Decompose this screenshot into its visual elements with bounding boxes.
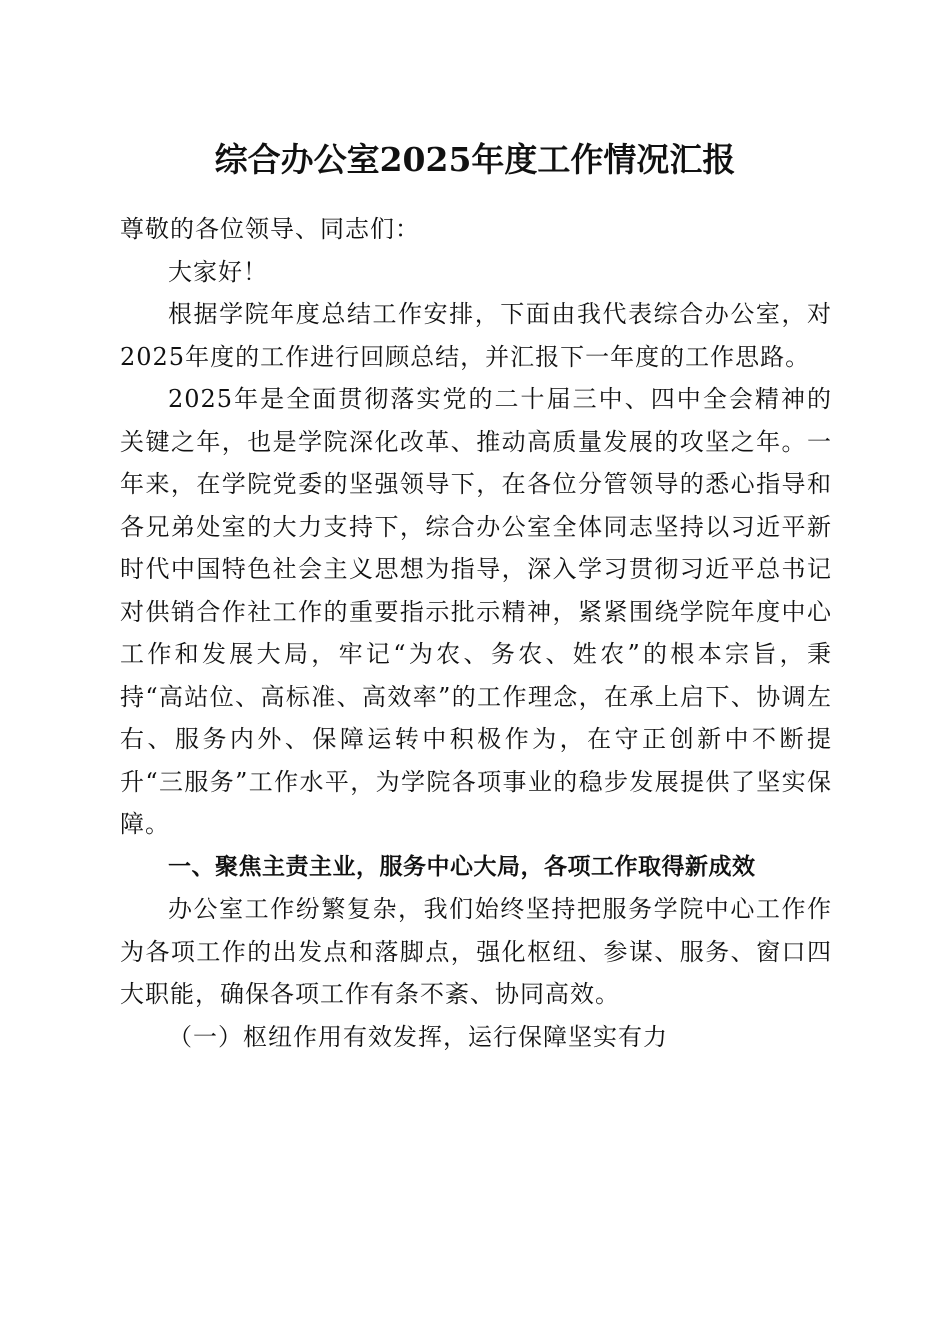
greeting: 大家好！ (168, 257, 268, 286)
context-paragraph: 2025年是全面贯彻落实党的二十届三中、四中全会精神的关键之年，也是学院深化改革、推动高质量发展的攻坚之年。一年来，在学院党委的坚强领导下，在各位分管领导的悉心指导和各兄弟处室的大力支持下，综合办公室全体同志坚持以习近平新时代中国特色社会主义思想为指导，深入学习贯彻习近平总书记对供销合作社工作的重要指示批示精神，紧紧围绕学院年度中心工作和发展大局，牢记“为农、务农、姓农”的根本宗旨，秉持“高站位、高标准、高效率”的工作理念，在承上启下、协调左右、服务内外、保障运转中积极作为，在守正创新中不断提升“三服务”工作水平，为学院各项事业的稳步发展提供了坚实保障。 (120, 385, 832, 838)
section-1-paragraph: 办公室工作纷繁复杂，我们始终坚持把服务学院中心工作作为各项工作的出发点和落脚点，强化枢纽、参谋、服务、窗口四大职能，确保各项工作有条不紊、协同高效。 (120, 895, 832, 1008)
document-body (120, 208, 832, 1058)
subsection-heading-1: （一）枢纽作用有效发挥，运行保障坚实有力 (168, 1022, 668, 1051)
section-heading-1: 一、聚焦主责主业，服务中心大局，各项工作取得新成效 (168, 853, 756, 880)
document-title: 综合办公室2025年度工作情况汇报 (214, 140, 736, 179)
salutation: 尊敬的各位领导、同志们： (120, 215, 420, 243)
intro-paragraph: 根据学院年度总结工作安排，下面由我代表综合办公室，对2025年度的工作进行回顾总结，并汇报下一年度的工作思路。 (120, 300, 832, 371)
